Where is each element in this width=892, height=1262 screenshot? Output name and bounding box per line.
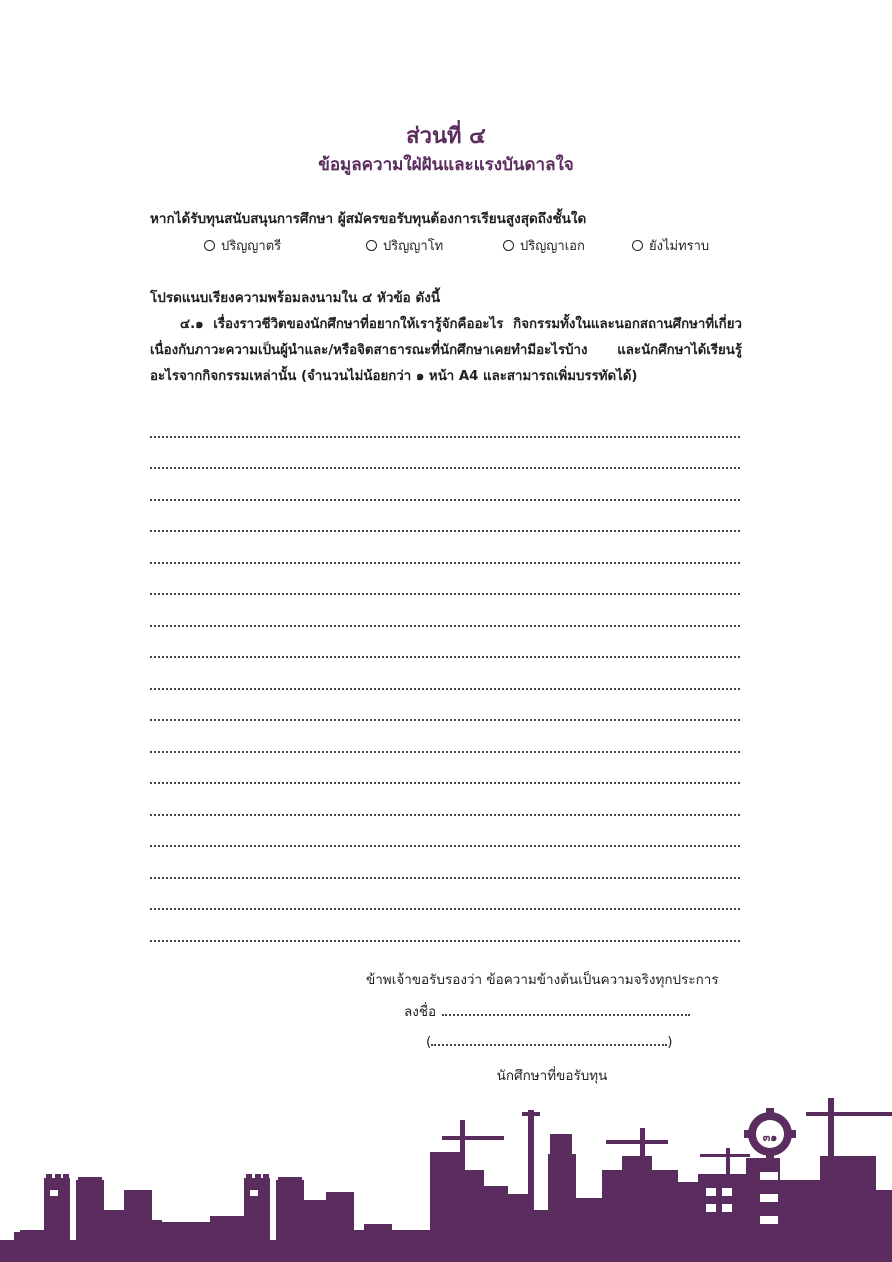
writing-area[interactable] [150, 406, 740, 942]
essay-prompt: ๔.๑ เรื่องราวชีวิตของนักศึกษาที่อยากให้เรารู้จักคืออะไร กิจกรรมทั้งในและนอกสถานศึกษาที่เกี่ยวเนื่องกับภาวะความเป็นผู้นำและ/หรือจิตสาธารณะที่นักศึกษาเคยทำมีอะไรบ้าง และนักศึกษาได้เรียนรู้อะไรจากกิจกรรมเหล่านั้น (จำนวนไม่น้อยกว่า ๑ หน้า A4 และสามารถเพิ่มบรรทัดได้) [150, 317, 742, 384]
option-doctorate[interactable] [503, 235, 585, 256]
writing-line[interactable] [150, 469, 740, 501]
writing-line[interactable] [150, 784, 740, 816]
essay-prompt-block [150, 312, 742, 390]
writing-line[interactable] [150, 658, 740, 690]
section-subtitle: ข้อมูลความใฝ่ฝันและแรงบันดาลใจ [318, 155, 574, 175]
writing-line[interactable] [150, 910, 740, 942]
writing-line[interactable] [150, 753, 740, 785]
radio-circle-icon[interactable] [366, 240, 377, 251]
writing-line[interactable] [150, 816, 740, 848]
option-bachelor[interactable] [204, 235, 281, 256]
radio-circle-icon[interactable] [632, 240, 643, 251]
paren-open: ( [426, 1034, 432, 1050]
section-title: ส่วนที่ ๔ [406, 124, 486, 149]
certification-statement: ข้าพเจ้าขอรับรองว่า ข้อความข้างต้นเป็นความจริงทุกประการ [366, 972, 719, 988]
writing-line[interactable] [150, 879, 740, 911]
option-label: ยังไม่ทราบ [649, 239, 710, 254]
writing-line[interactable] [150, 501, 740, 533]
writing-line[interactable] [150, 532, 740, 564]
radio-circle-icon[interactable] [204, 240, 215, 251]
signer-role: นักศึกษาที่ขอรับทุน [496, 1068, 608, 1084]
essay-instruction: โปรดแนบเรียงความพร้อมลงนามใน ๔ หัวข้อ ดังนี้ [150, 290, 441, 306]
writing-line[interactable] [150, 406, 740, 438]
city-skyline-illustration [0, 1090, 892, 1262]
writing-line[interactable] [150, 847, 740, 879]
printed-name-line[interactable] [431, 1032, 667, 1046]
writing-line[interactable] [150, 438, 740, 470]
degree-question: หากได้รับทุนสนับสนุนการศึกษา ผู้สมัครขอรับทุนต้องการเรียนสูงสุดถึงชั้นใด [150, 211, 587, 227]
writing-line[interactable] [150, 627, 740, 659]
writing-line[interactable] [150, 721, 740, 753]
signature-line[interactable] [442, 1002, 690, 1016]
writing-line[interactable] [150, 595, 740, 627]
option-master[interactable] [366, 235, 443, 256]
paren-close: ) [667, 1034, 673, 1050]
writing-line[interactable] [150, 690, 740, 722]
sign-label: ลงชื่อ [404, 1004, 437, 1020]
radio-circle-icon[interactable] [503, 240, 514, 251]
option-label: ปริญญาตรี [221, 239, 282, 254]
option-label: ปริญญาเอก [520, 239, 585, 254]
printed-name-row [426, 1032, 673, 1050]
writing-line[interactable] [150, 564, 740, 596]
option-label: ปริญญาโท [383, 239, 444, 254]
signature-row [404, 1000, 690, 1022]
option-undecided[interactable] [632, 235, 709, 256]
page-number: ๓๑ [762, 1131, 778, 1144]
